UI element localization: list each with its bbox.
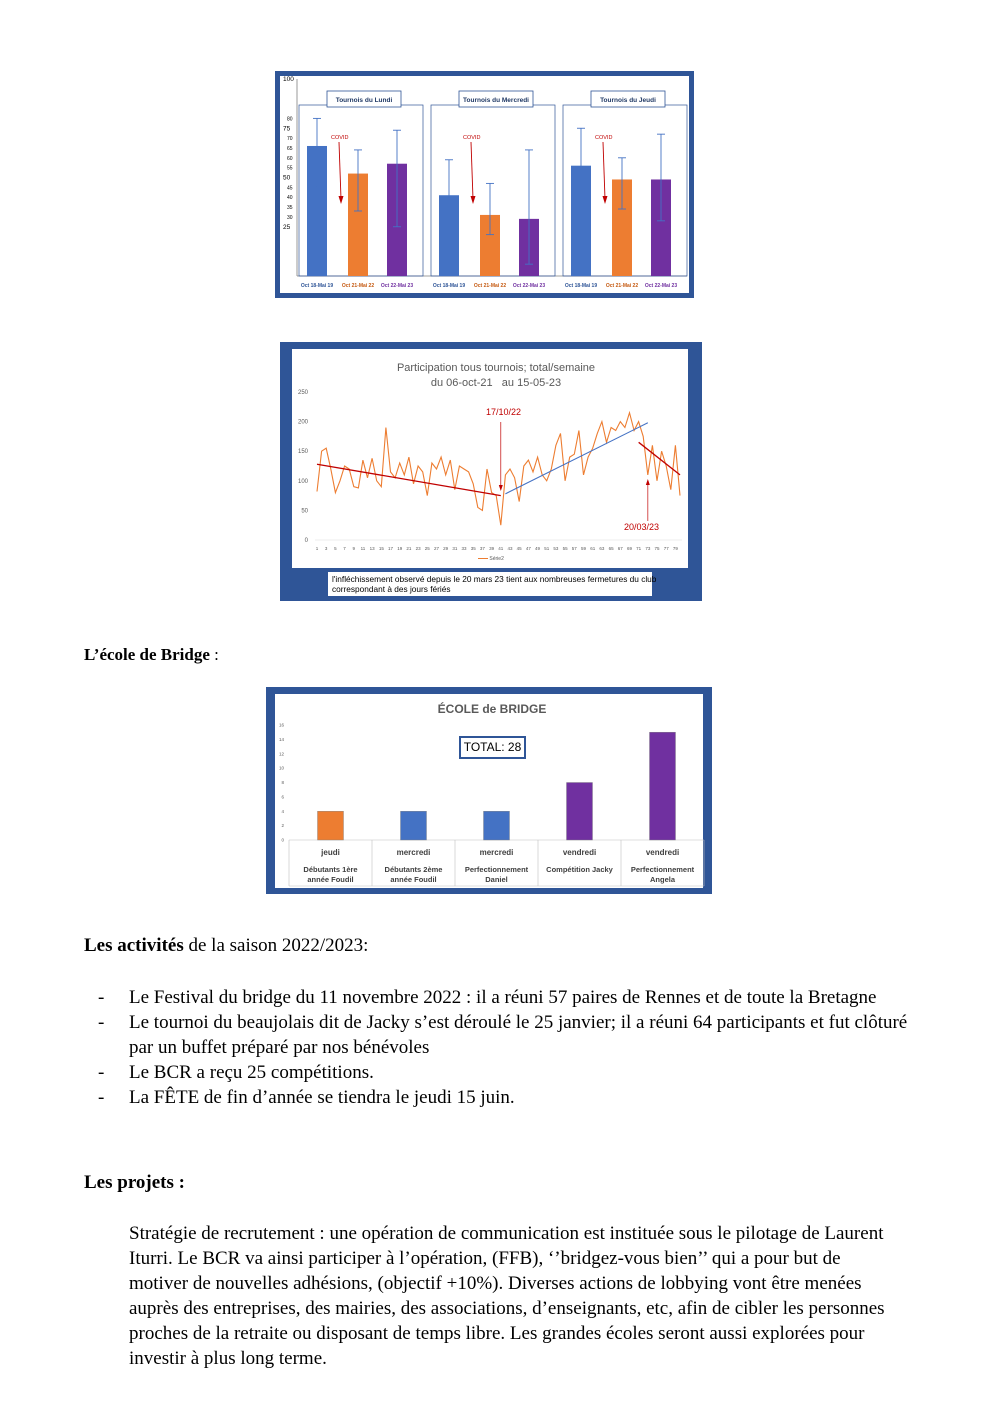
- panel-title: Tournois du Jeudi: [600, 97, 656, 104]
- category-group-label: année Foudil: [307, 875, 354, 884]
- chart-title-line2: du 06-oct-21 au 15-05-23: [430, 377, 562, 389]
- y-tick-label: 100: [283, 76, 294, 83]
- y-tick-label: 65: [287, 145, 293, 152]
- y-tick-label: 8: [281, 780, 284, 785]
- y-tick-label: 25: [283, 223, 291, 231]
- x-tick-label: 79: [672, 546, 678, 551]
- x-tick-label: 67: [617, 546, 623, 551]
- y-tick-label: 16: [278, 722, 284, 728]
- x-tick-label: 47: [525, 546, 531, 551]
- y-tick-label: 250: [297, 390, 308, 396]
- x-tick-label: 71: [636, 546, 642, 551]
- panel-title: Tournois du Mercredi: [463, 97, 529, 104]
- x-tick-label: 69: [626, 546, 632, 551]
- x-tick-label: Oct 21-Mai 22: [605, 283, 639, 289]
- x-tick-label: Oct 22-Mai 23: [644, 283, 678, 289]
- x-tick-label: 27: [433, 546, 439, 551]
- x-tick-label: 29: [443, 546, 449, 551]
- x-tick-label: 11: [360, 546, 366, 551]
- category-group-label: Compétition Jacky: [546, 865, 613, 874]
- covid-label: COVID: [595, 135, 613, 141]
- school-heading-rest: :: [209, 645, 219, 664]
- y-tick-label: 55: [287, 165, 293, 172]
- x-tick-label: Oct 22-Mai 23: [380, 283, 414, 289]
- school-heading-bold: L’école de Bridge: [84, 645, 210, 664]
- list-item: - La FÊTE de fin d’année se tiendra le jeudi 15 juin.: [98, 1087, 515, 1108]
- category-group-label: Daniel: [485, 875, 508, 884]
- x-tick-label: Oct 22-Mai 23: [512, 283, 546, 289]
- y-tick-label: 4: [281, 808, 284, 814]
- x-tick-label: Oct 18-Mai 19: [564, 283, 598, 289]
- x-tick-label: Oct 18-Mai 19: [300, 283, 334, 289]
- x-tick-label: 41: [498, 546, 504, 551]
- x-tick-label: 61: [590, 546, 596, 551]
- x-tick-label: 49: [535, 546, 541, 551]
- activities-heading-bold: Les activités: [84, 935, 184, 956]
- category-group-label: Perfectionnement: [630, 865, 695, 874]
- x-tick-label: 43: [507, 546, 513, 551]
- category-group-label: Débutants 1ère: [303, 865, 358, 874]
- x-tick-label: 65: [608, 546, 614, 551]
- x-tick-label: 5: [334, 546, 337, 551]
- x-tick-label: 51: [544, 546, 550, 551]
- school-chart-title: ÉCOLE de BRIDGE: [437, 702, 547, 716]
- y-tick-label: 12: [278, 751, 284, 757]
- x-tick-label: 37: [479, 546, 485, 551]
- category-group-label: Débutants 2ème: [384, 865, 443, 874]
- x-tick-label: 39: [489, 546, 495, 551]
- bar: [650, 732, 676, 840]
- y-tick-label: 10: [278, 765, 284, 771]
- chart-note-line2: correspondant à des jours fériés: [332, 584, 451, 594]
- bar: [567, 783, 593, 841]
- x-tick-label: Oct 18-Mai 19: [432, 283, 466, 289]
- category-day-label: mercredi: [479, 848, 514, 857]
- chart-legend: [478, 556, 504, 562]
- bar: [318, 811, 344, 840]
- x-tick-label: 7: [343, 546, 346, 551]
- activities-heading-rest: de la saison 2022/2023:: [183, 935, 369, 956]
- category-day-label: jeudi: [321, 848, 340, 857]
- y-tick-label: 0: [281, 837, 284, 843]
- x-tick-label: 77: [663, 546, 669, 551]
- x-tick-label: 57: [571, 546, 577, 551]
- annotation-20-03-23: 20/03/23: [624, 522, 660, 532]
- x-tick-label: 1: [315, 546, 319, 551]
- y-tick-label: 40: [287, 195, 293, 202]
- legend-swatch: [478, 558, 488, 559]
- y-tick-label: 45: [287, 185, 293, 192]
- x-tick-label: 35: [470, 546, 476, 551]
- y-tick-label: 150: [297, 449, 308, 456]
- projects-paragraph: Stratégie de recrutement : une opération de communication est instituée sous le pilotage de Laurent Iturri. Le BCR va ainsi participer à l’opération, (FFB), ‘’bridgez-vous bien’’ qui a pour but de motiver de nouvelles adhésions, (objectif +10%). Diverses actions de lobbying vont être menées auprès des entreprises, des mairies, des associations, d’enseignants, etc, afin de cibler les personnes proches de la retraite ou disposant de temps libre. Les grandes écoles seront aussi explorées pour investir à plus long terme.: [129, 1223, 885, 1369]
- y-tick-label: 80: [287, 116, 293, 123]
- chart-title-line1: Participation tous tournois; total/semaine: [396, 362, 596, 374]
- x-tick-label: Oct 21-Mai 22: [473, 283, 507, 289]
- total-box: TOTAL: 28: [459, 736, 526, 759]
- y-tick-label: 50: [301, 508, 308, 515]
- x-tick-label: 55: [562, 546, 568, 551]
- y-tick-label: 30: [287, 214, 293, 221]
- y-tick-label: 100: [297, 478, 308, 485]
- y-tick-label: 6: [281, 794, 284, 800]
- list-item: - Le tournoi du beaujolais dit de Jacky s’est déroulé le 25 janvier; il a réuni 64 participants et fut clôturé par un buffet préparé par nos bénévoles: [98, 1012, 908, 1058]
- category-group-label: Perfectionnement: [464, 865, 529, 874]
- category-group-label: année Foudil: [390, 875, 437, 884]
- category-day-label: vendredi: [562, 848, 597, 857]
- x-tick-label: 73: [645, 546, 651, 551]
- x-tick-label: 13: [369, 546, 375, 551]
- school-heading: [84, 645, 219, 665]
- x-tick-label: 23: [415, 546, 421, 551]
- x-tick-label: 15: [378, 546, 384, 551]
- chart-note-line1: l'infléchissement observé depuis le 20 mars 23 tient aux nombreuses fermetures du club: [332, 574, 657, 584]
- bridge-school-chart: [266, 687, 712, 894]
- x-tick-label: 33: [461, 546, 467, 551]
- activities-heading: [84, 935, 368, 957]
- x-tick-label: 19: [397, 546, 403, 551]
- category-group-label: Angela: [649, 875, 676, 884]
- y-tick-label: 200: [297, 419, 308, 426]
- activities-list: [84, 985, 914, 1110]
- x-tick-label: 75: [654, 546, 660, 551]
- bar: [484, 811, 510, 840]
- y-tick-label: 50: [283, 174, 291, 182]
- list-item: - Le BCR a reçu 25 compétitions.: [98, 1062, 374, 1083]
- x-tick-label: 9: [352, 546, 356, 551]
- bridge-school-chart-figure: [266, 687, 712, 894]
- y-tick-label: 75: [283, 125, 291, 133]
- participation-chart-figure: [280, 342, 702, 601]
- category-day-label: vendredi: [645, 848, 680, 857]
- y-tick-label: 60: [287, 155, 293, 162]
- annotation-17-10-22: 17/10/22: [486, 407, 522, 417]
- x-tick-label: 45: [516, 546, 522, 551]
- y-tick-label: 14: [278, 736, 284, 742]
- x-tick-label: Oct 21-Mai 22: [341, 283, 375, 289]
- y-tick-label: 0: [304, 538, 308, 544]
- x-tick-label: 21: [406, 546, 412, 551]
- panel-title: Tournois du Lundi: [335, 97, 393, 104]
- x-tick-label: 59: [580, 546, 587, 551]
- x-tick-label: 63: [599, 546, 605, 551]
- projects-heading: Les projets :: [84, 1172, 185, 1193]
- y-tick-label: 70: [287, 136, 293, 143]
- y-tick-label: 35: [287, 205, 293, 212]
- list-item: - Le Festival du bridge du 11 novembre 2022 : il a réuni 57 paires de Rennes et de toute la Bretagne: [98, 987, 877, 1008]
- tournaments-chart: [275, 71, 694, 298]
- x-tick-label: 53: [553, 546, 559, 551]
- covid-label: COVID: [463, 135, 481, 141]
- x-tick-label: 17: [388, 546, 394, 551]
- legend-label: Série2: [489, 556, 504, 562]
- x-tick-label: 31: [452, 546, 458, 551]
- bar: [401, 811, 427, 840]
- tournaments-chart-figure: [275, 71, 694, 298]
- category-day-label: mercredi: [396, 848, 431, 857]
- covid-label: COVID: [331, 135, 349, 141]
- x-tick-label: 25: [424, 546, 430, 551]
- y-tick-label: 2: [281, 823, 284, 829]
- x-tick-label: 3: [324, 546, 328, 551]
